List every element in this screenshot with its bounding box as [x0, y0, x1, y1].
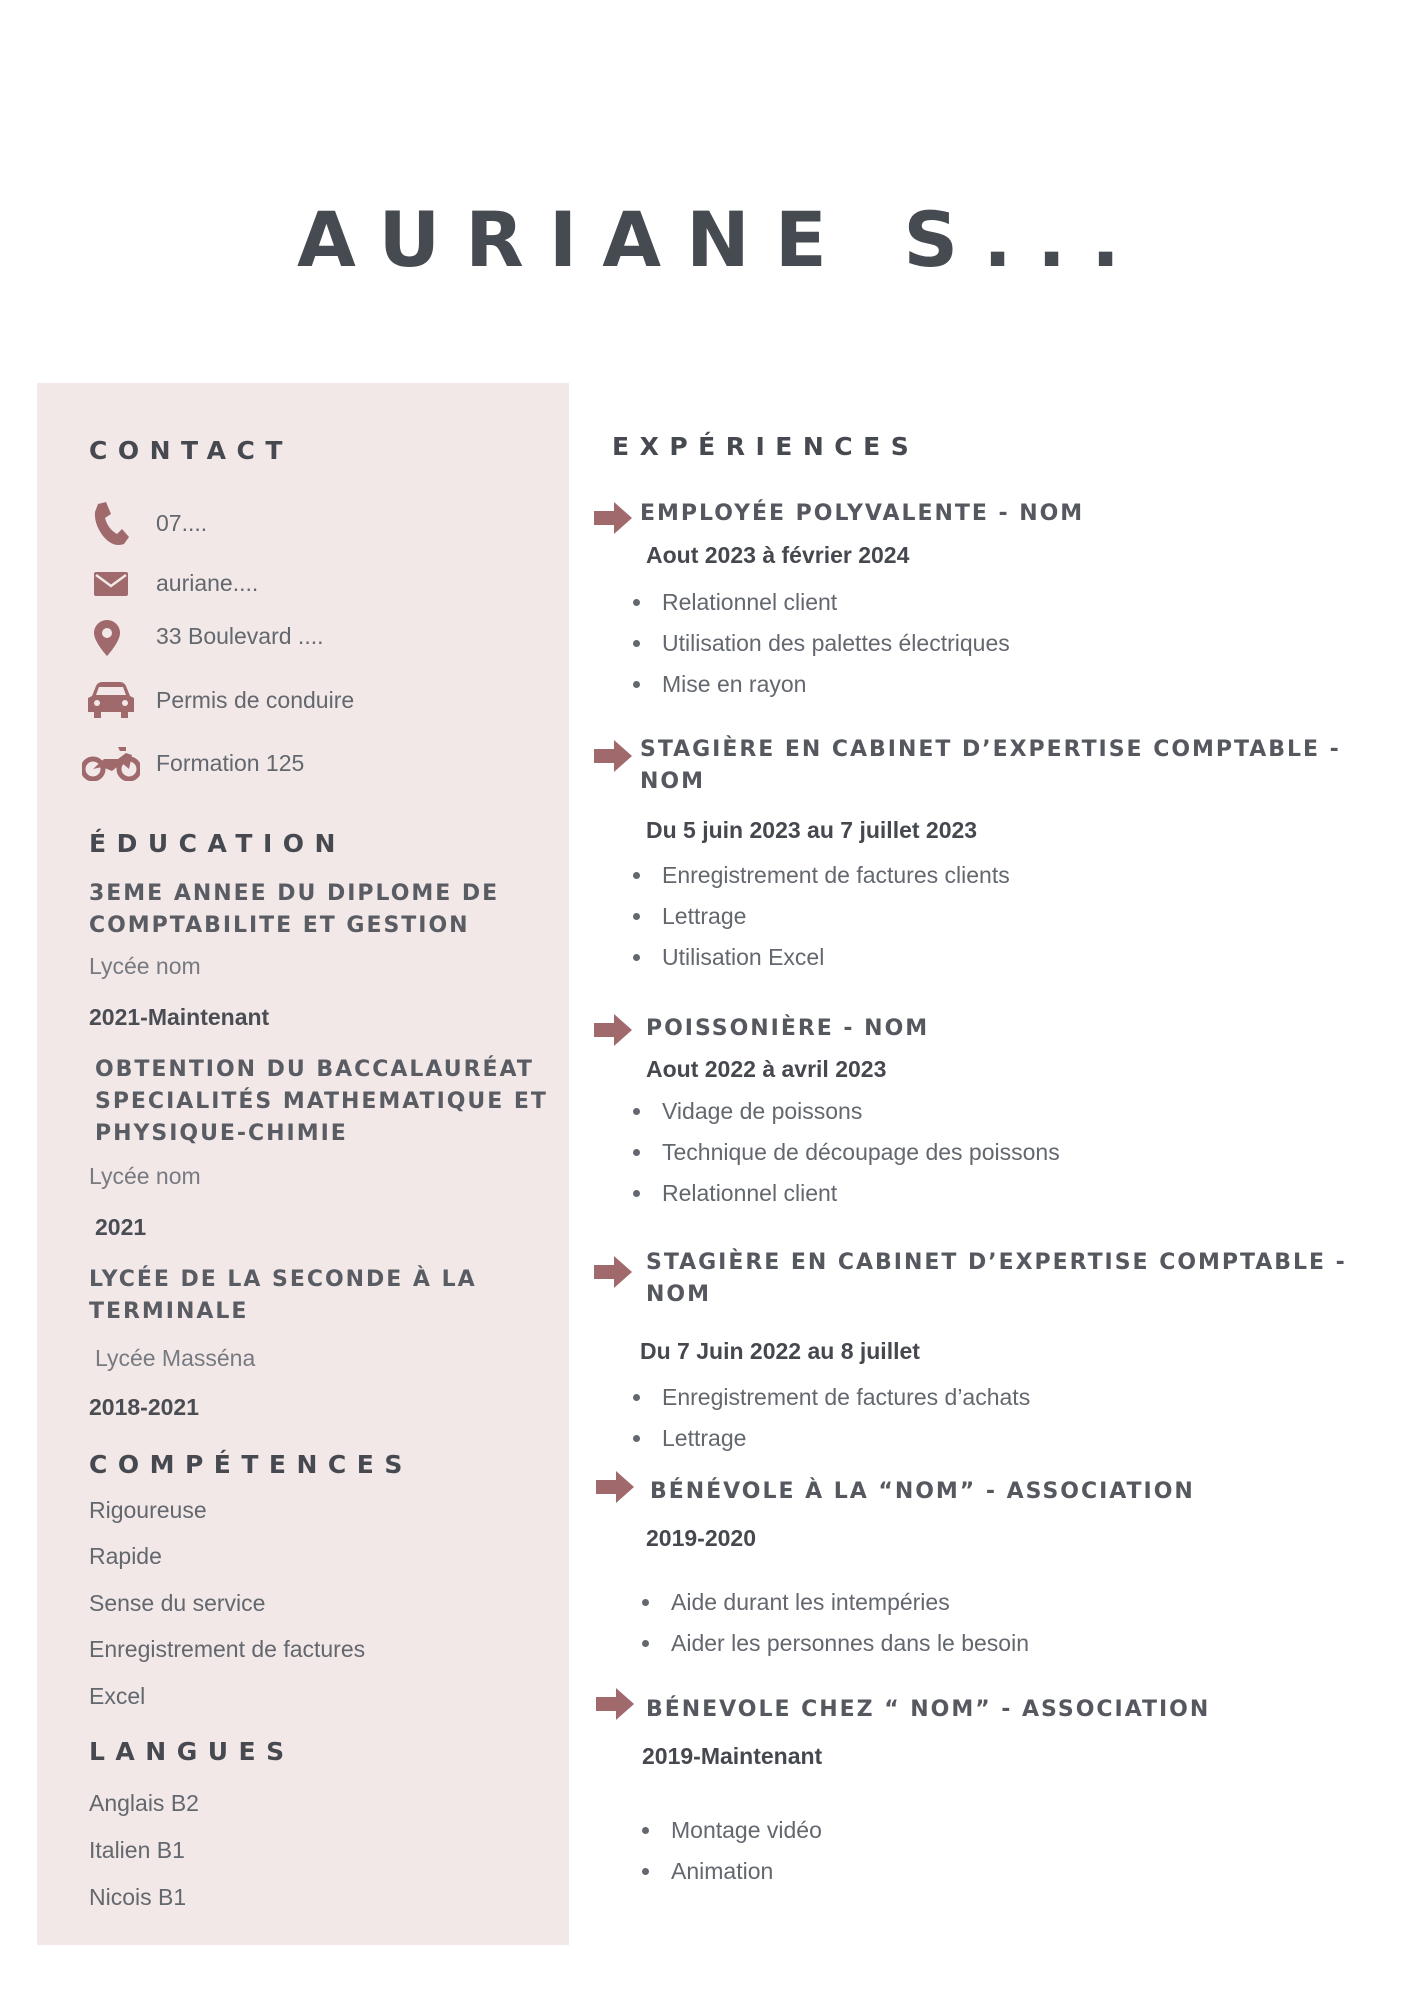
language-item: Nicois B1 [89, 1884, 187, 1910]
list-item: Lettrage [633, 1425, 1030, 1466]
skill-item: Excel [89, 1683, 146, 1709]
job-title: EMPLOYÉE POLYVALENTE - NOM [640, 501, 1085, 526]
contact-phone: 07.... [156, 510, 208, 536]
job-title: BÉNÉVOLE À LA “NOM” - ASSOCIATION [650, 1479, 1195, 1504]
list-item: Aider les personnes dans le besoin [642, 1630, 1029, 1671]
job-bullet-list [642, 1589, 1029, 1671]
list-item: Relationnel client [633, 589, 1010, 630]
education-item-school: Lycée Masséna [95, 1345, 256, 1371]
job-title: STAGIÈRE EN CABINET D’EXPERTISE COMPTABLE - NOM [640, 737, 1341, 794]
list-item: Mise en rayon [633, 671, 1010, 712]
job-dates: 2019-2020 [646, 1525, 756, 1551]
job-bullet-list [633, 862, 1010, 985]
job-title: POISSONIÈRE - NOM [646, 1016, 930, 1041]
arrow-icon [594, 1014, 632, 1046]
list-item: Aide durant les intempéries [642, 1589, 1029, 1630]
job-title: BÉNEVOLE CHEZ “ NOM” - ASSOCIATION [646, 1697, 1211, 1722]
mail-icon [94, 572, 128, 596]
job-dates: Aout 2022 à avril 2023 [646, 1056, 887, 1082]
education-item-title: 3EME ANNEE DU DIPLOME DE COMPTABILITE ET GESTION [89, 881, 500, 938]
skills-heading: COMPÉTENCES [89, 1450, 413, 1479]
language-item: Italien B1 [89, 1837, 185, 1863]
skill-item: Sense du service [89, 1590, 266, 1616]
languages-heading: LANGUES [89, 1737, 295, 1766]
list-item: Animation [642, 1858, 822, 1899]
job-title: STAGIÈRE EN CABINET D’EXPERTISE COMPTABLE - NOM [646, 1250, 1347, 1307]
skill-item: Rigoureuse [89, 1497, 207, 1523]
list-item: Lettrage [633, 903, 1010, 944]
job-dates: Du 5 juin 2023 au 7 juillet 2023 [646, 817, 978, 843]
education-item-years: 2021 [95, 1214, 147, 1240]
arrow-icon [594, 740, 632, 772]
job-bullet-list [633, 1098, 1060, 1221]
skill-item: Enregistrement de factures [89, 1636, 366, 1662]
list-item: Enregistrement de factures d’achats [633, 1384, 1030, 1425]
list-item: Montage vidéo [642, 1817, 822, 1858]
education-item-title: OBTENTION DU BACCALAURÉAT SPECIALITÉS MATHEMATIQUE ET PHYSIQUE-CHIMIE [95, 1057, 548, 1146]
list-item: Utilisation des palettes électriques [633, 630, 1010, 671]
job-bullet-list [642, 1817, 822, 1899]
education-item-school: Lycée nom [89, 953, 201, 979]
list-item: Relationnel client [633, 1180, 1060, 1221]
arrow-icon [594, 502, 632, 534]
list-item: Technique de découpage des poissons [633, 1139, 1060, 1180]
list-item: Enregistrement de factures clients [633, 862, 1010, 903]
phone-icon [93, 502, 129, 546]
list-item: Utilisation Excel [633, 944, 1010, 985]
education-item-school: Lycée nom [89, 1163, 201, 1189]
motorcycle-icon [82, 745, 140, 781]
location-pin-icon [94, 620, 120, 656]
education-heading: ÉDUCATION [89, 829, 346, 858]
job-bullet-list [633, 589, 1010, 712]
experiences-heading: EXPÉRIENCES [612, 432, 920, 461]
contact-heading: CONTACT [89, 436, 293, 465]
arrow-icon [596, 1471, 634, 1503]
contact-motorcycle: Formation 125 [156, 750, 305, 776]
contact-license: Permis de conduire [156, 687, 355, 713]
resume-name: AURIANE S... [296, 195, 1146, 284]
skill-item: Rapide [89, 1543, 162, 1569]
car-icon [88, 682, 134, 718]
education-item-title: LYCÉE DE LA SECONDE À LA TERMINALE [89, 1267, 477, 1324]
arrow-icon [594, 1256, 632, 1288]
language-item: Anglais B2 [89, 1790, 199, 1816]
job-dates: Du 7 Juin 2022 au 8 juillet [640, 1338, 920, 1364]
job-bullet-list [633, 1384, 1030, 1466]
arrow-icon [596, 1688, 634, 1720]
job-dates: Aout 2023 à février 2024 [646, 542, 910, 568]
education-item-years: 2018-2021 [89, 1394, 199, 1420]
education-item-years: 2021-Maintenant [89, 1004, 270, 1030]
list-item: Vidage de poissons [633, 1098, 1060, 1139]
job-dates: 2019-Maintenant [642, 1743, 823, 1769]
contact-email: auriane.... [156, 570, 259, 596]
contact-address: 33 Boulevard .... [156, 623, 324, 649]
